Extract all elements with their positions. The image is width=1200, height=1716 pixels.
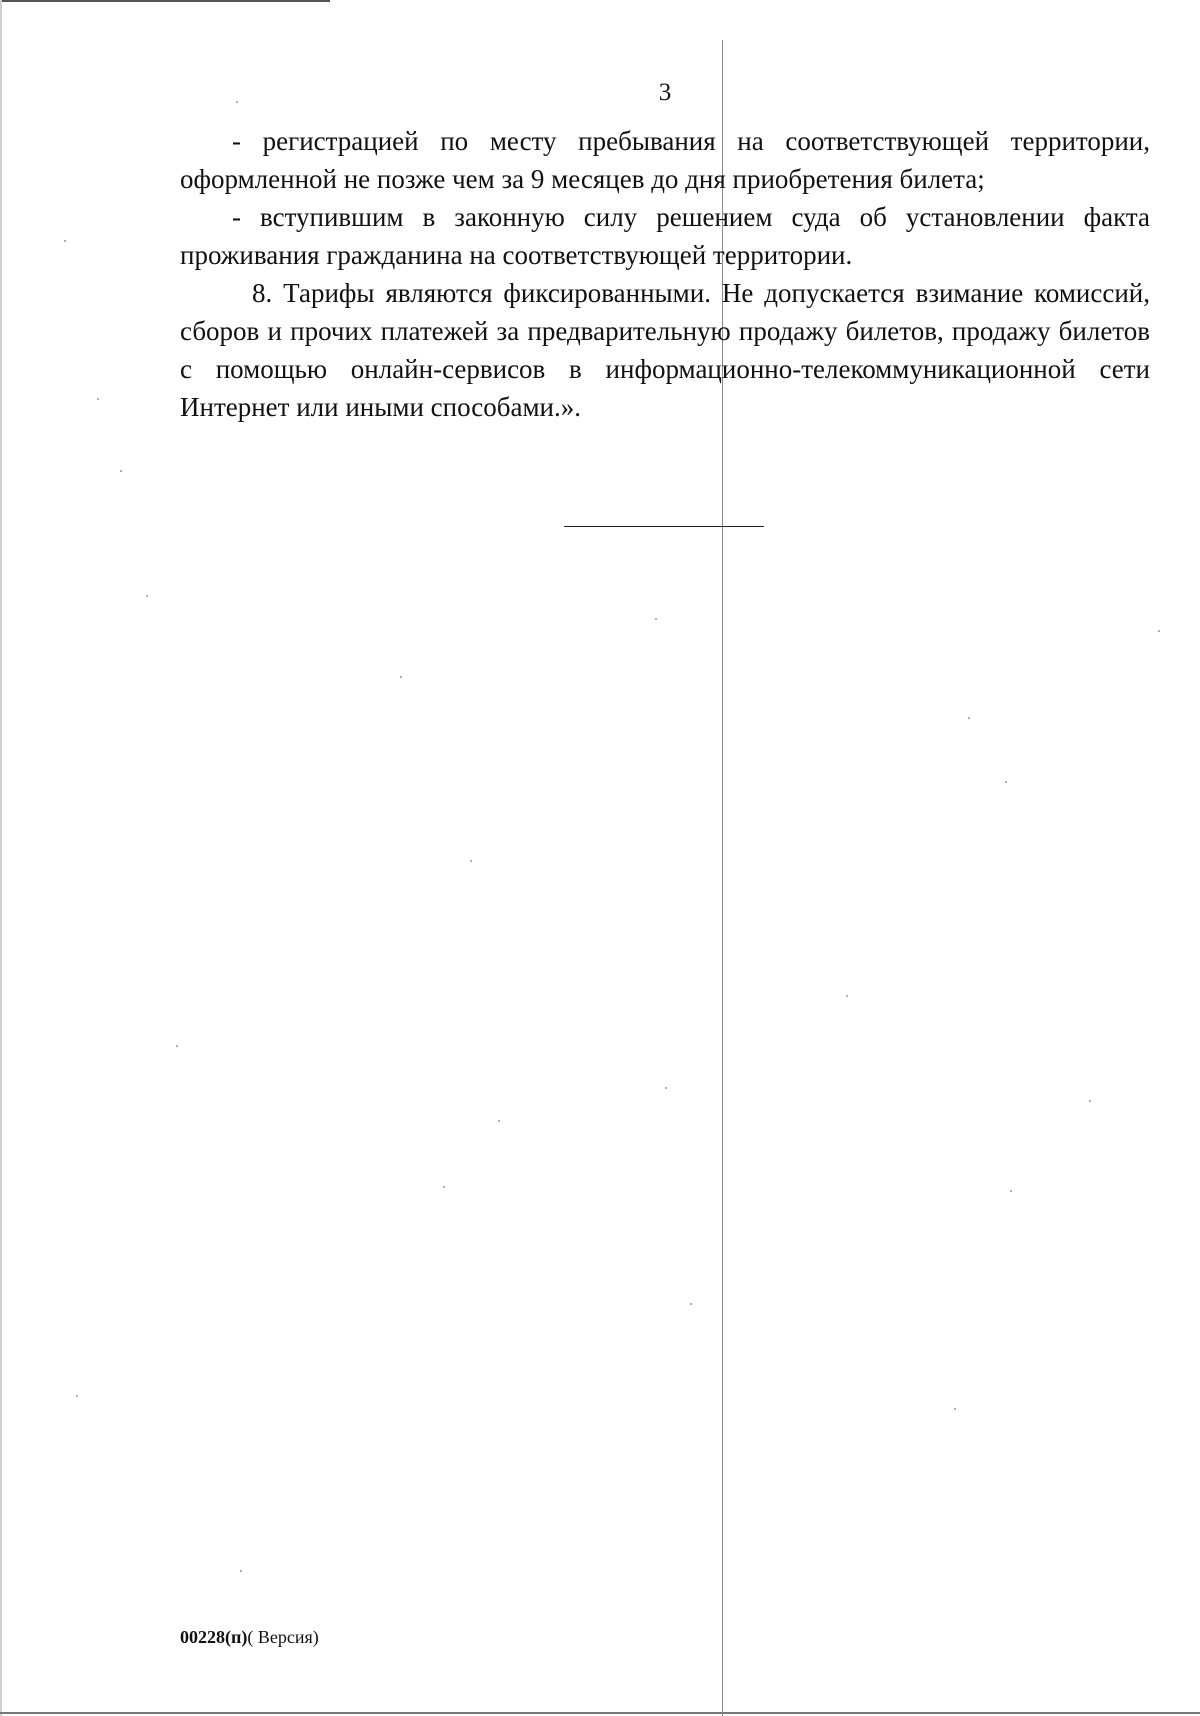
scan-speck [665, 1087, 667, 1089]
scan-top-border [0, 0, 330, 2]
scan-speck [1010, 1190, 1012, 1192]
scan-speck [64, 240, 66, 242]
scan-speck [120, 470, 122, 472]
scan-speck [240, 1570, 242, 1572]
scan-speck [176, 1045, 178, 1047]
scan-speck [655, 618, 657, 620]
scan-speck [400, 676, 402, 678]
scan-speck [968, 717, 970, 719]
scan-speck [97, 398, 99, 400]
scan-bottom-border [0, 1712, 1200, 1714]
paragraph-registration: - регистрацией по месту пребывания на соответствующей территории, оформленной не позже чем за 9 месяцев до дня приобретения билета; [180, 126, 1150, 194]
scan-speck [146, 595, 148, 597]
document-code-version: ( Версия) [247, 1627, 319, 1647]
document-code [180, 1626, 319, 1648]
scan-speck [954, 1408, 956, 1410]
paragraph-court-decision: - вступившим в законную силу решением суда об установлении факта проживания гражданина на соответствующей территории. [180, 202, 1150, 270]
scan-speck [846, 995, 848, 997]
scan-speck [1005, 781, 1007, 783]
scan-speck [1158, 630, 1160, 632]
end-of-text-rule [564, 526, 764, 527]
page-number: 3 [658, 79, 672, 106]
scan-speck [498, 1120, 500, 1122]
scan-speck [236, 101, 238, 103]
scan-speck [443, 1186, 445, 1188]
scan-speck [470, 860, 472, 862]
scan-speck [1089, 1100, 1091, 1102]
scan-speck [690, 1303, 692, 1305]
paragraph-item-8: 8. Тарифы являются фиксированными. Не допускается взимание комиссий, сборов и прочих платежей за предварительную продажу билетов, продажу билетов с помощью онлайн-сервисов в информационно-телекоммуникационной сети Интернет или иными способами.». [180, 278, 1150, 422]
document-code-number: 00228(п) [180, 1627, 248, 1647]
scan-speck [76, 1395, 78, 1397]
scan-left-edge [0, 0, 2, 1716]
document-body [180, 122, 1150, 426]
